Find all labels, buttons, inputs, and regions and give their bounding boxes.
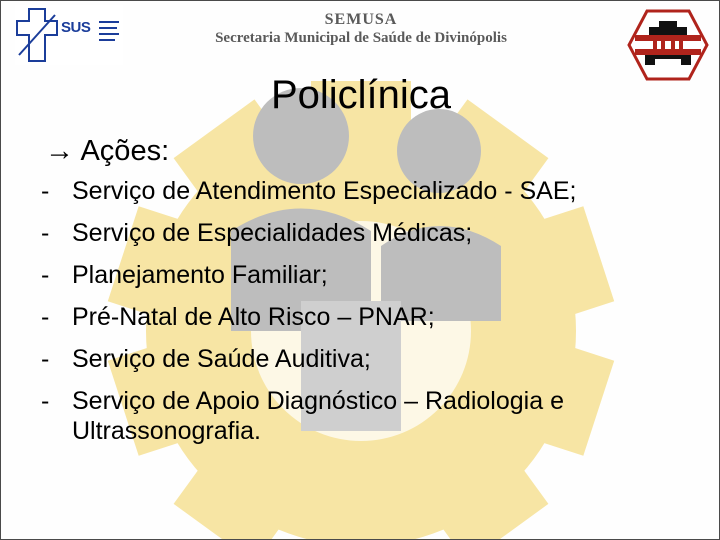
actions-list — [41, 176, 681, 458]
org-acronym: SEMUSA — [324, 11, 398, 28]
list-item — [41, 386, 681, 446]
sus-logo-text: SUS — [61, 19, 91, 36]
list-item — [41, 260, 681, 290]
arrow-icon: → — [45, 135, 74, 167]
list-item-text: Serviço de Especialidades Médicas; — [72, 219, 473, 247]
section-label: Ações: — [80, 135, 170, 167]
list-item — [41, 218, 681, 248]
list-item — [41, 344, 681, 374]
list-item-text: Serviço de Saúde Auditiva; — [72, 345, 371, 373]
slide-title: Policlínica — [270, 73, 452, 117]
list-item-text: Serviço de Atendimento Especializado - SAE; — [72, 177, 577, 205]
section-heading — [45, 135, 169, 168]
dash-bullet: - — [41, 219, 50, 247]
divinopolis-emblem-logo — [627, 9, 709, 81]
dash-bullet: - — [41, 261, 50, 289]
header-text — [211, 11, 511, 47]
list-item-text: Serviço de Apoio Diagnóstico – Radiologia e Ultrassonografia. — [72, 387, 564, 445]
dash-bullet: - — [41, 387, 50, 415]
list-item — [41, 176, 681, 206]
dash-bullet: - — [41, 345, 50, 373]
dash-bullet: - — [41, 177, 50, 205]
list-item-text: Pré-Natal de Alto Risco – PNAR; — [72, 303, 435, 331]
list-item-text: Planejamento Familiar; — [72, 261, 328, 289]
org-name: Secretaria Municipal de Saúde de Divinópolis — [215, 30, 507, 46]
list-item — [41, 302, 681, 332]
dash-bullet: - — [41, 303, 50, 331]
